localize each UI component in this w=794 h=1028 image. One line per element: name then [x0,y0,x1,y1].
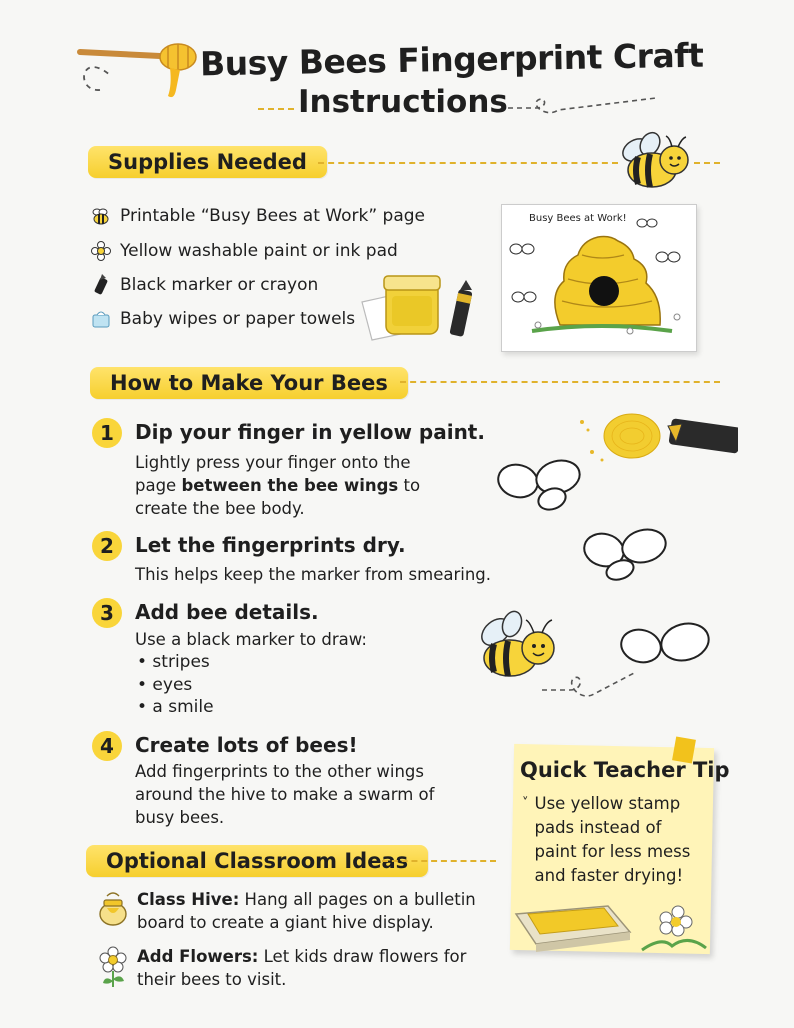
supply-item-printable [90,205,425,227]
how-to-divider [400,381,720,383]
chevron-down-icon: ˅ [522,796,529,811]
page-subtitle: Instructions [298,84,508,120]
bullet-item: • a smile [137,697,214,717]
supply-item-paint [90,240,398,262]
step-title: Create lots of bees! [135,733,358,757]
empty-wings-icon [580,526,672,582]
tip-body [522,792,704,888]
step-body: This helps keep the marker from smearing. [135,565,492,584]
step-title: Let the fingerprints dry. [135,533,406,557]
idea-item-add-flowers [97,945,487,991]
step-body [135,451,455,520]
wipes-icon [90,308,112,330]
supply-text: Printable “Busy Bees at Work” page [120,206,425,226]
printable-page-title: Busy Bees at Work! [529,213,627,224]
step-number: 4 [92,731,122,761]
supplies-heading: Supplies Needed [88,146,327,178]
supply-text: Baby wipes or paper towels [120,309,356,329]
step-title: Add bee details. [135,600,319,624]
ideas-heading: Optional Classroom Ideas [86,845,428,877]
stamp-pad-icon [512,888,708,954]
supply-text: Black marker or crayon [120,275,319,295]
empty-wings-icon [494,455,586,513]
ideas-divider [382,860,496,862]
step-body-text: Lightly press your finger onto the page [135,453,411,495]
flower-icon [90,240,112,262]
idea-label: Add Flowers: [137,947,259,966]
bee-icon [616,130,696,196]
supplies-divider [318,162,618,164]
idea-text: Hang all pages on a bulletin board to create a giant hive display. [137,890,476,932]
supply-item-marker [90,274,318,296]
bee-icon [90,205,112,227]
bullet-item: • eyes [137,675,193,695]
title-dash-left [258,108,294,110]
tip-text: Use yellow stamp pads instead of paint for less mess and faster drying! [534,794,691,885]
tip-title: Quick Teacher Tip [520,758,730,782]
idea-label: Class Hive: [137,890,240,909]
idea-text: Let kids draw flowers for their bees to visit. [137,947,467,989]
marker-icon [90,274,112,296]
daisy-icon [97,945,129,989]
step-body-emphasis: between the bee wings [181,476,399,495]
honey-pot-icon [97,888,129,928]
idea-item-class-hive [97,888,487,934]
supply-item-wipes [90,308,355,330]
beehive-icon [502,205,696,351]
bullet-item: • stripes [137,652,210,672]
page-title: Busy Bees Fingerprint Craft [199,35,704,84]
dashed-flight-path-icon [540,668,640,708]
step-body: Use a black marker to draw: [135,630,367,649]
printable-page-preview [501,204,697,352]
step-number: 1 [92,418,122,448]
step-number: 2 [92,531,122,561]
empty-wings-icon [615,618,715,668]
dashed-swirl-icon [508,92,658,126]
supplies-divider-right [694,162,720,164]
honey-dipper-icon [70,30,200,120]
supply-text: Yellow washable paint or ink pad [120,241,398,261]
step-body-text: to create the bee body. [135,476,421,518]
how-to-heading: How to Make Your Bees [90,367,408,399]
step-number: 3 [92,598,122,628]
step-title: Dip your finger in yellow paint. [135,420,485,444]
step-body: Add fingerprints to the other wings around the hive to make a swarm of busy bees. [135,762,435,827]
paint-jar-icon [358,272,483,344]
yellow-fingerprint-icon [578,408,738,470]
